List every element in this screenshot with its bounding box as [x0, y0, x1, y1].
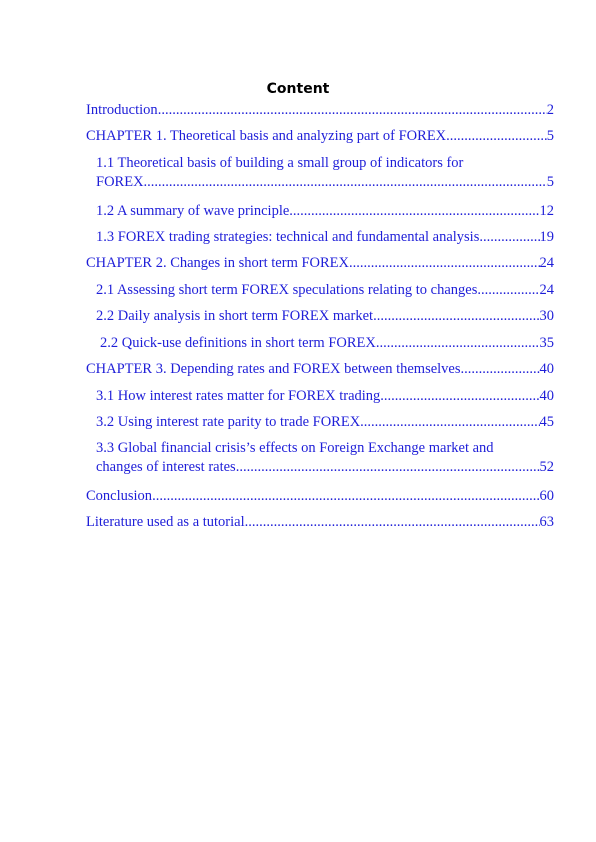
toc-page-number: 5 — [546, 128, 554, 144]
toc-page-number: 40 — [539, 388, 554, 404]
toc-page-number: 30 — [539, 308, 554, 324]
toc-leader-dots — [477, 281, 539, 300]
toc-leader-dots — [479, 228, 539, 247]
toc-entry-1-2[interactable] — [96, 202, 554, 221]
toc-leader-dots — [446, 127, 547, 146]
toc-title: Content — [266, 81, 330, 97]
toc-page-number: 60 — [539, 488, 554, 504]
toc-entry-text: 1.3 FOREX trading strategies: technical and fundamental analysis — [96, 229, 480, 245]
toc-page-number: 19 — [539, 229, 554, 245]
toc-page-number: 40 — [539, 361, 554, 377]
toc-leader-dots — [152, 487, 539, 506]
toc-entry-2-2[interactable] — [96, 307, 554, 326]
toc-entry-3-2[interactable] — [96, 413, 554, 432]
toc-entry-3-3[interactable] — [96, 439, 554, 477]
toc-leader-dots — [158, 101, 547, 120]
toc-leader-dots — [373, 307, 539, 326]
toc-leader-dots — [289, 202, 539, 221]
toc-entry-text: 1.2 A summary of wave principle — [96, 203, 290, 219]
toc-page-number: 63 — [539, 514, 554, 530]
toc-entry-text-line1: 1.1 Theoretical basis of building a small group of indicators for — [96, 155, 464, 171]
toc-entry-3-1[interactable] — [96, 387, 554, 406]
toc-entry-2-1[interactable] — [96, 281, 554, 300]
toc-entry-1-3[interactable] — [96, 228, 554, 247]
toc-entry-text: 3.1 How interest rates matter for FOREX trading — [96, 388, 381, 404]
toc-entry-text: Introduction — [86, 102, 158, 118]
toc-leader-dots — [245, 513, 540, 532]
toc-page-number: 45 — [539, 414, 554, 430]
toc-entry-2-2-quick-use[interactable] — [100, 334, 554, 353]
toc-page-number: 24 — [539, 282, 554, 298]
toc-leader-dots — [360, 413, 539, 432]
toc-entry-text: CHAPTER 1. Theoretical basis and analyzing part of FOREX — [86, 128, 447, 144]
toc-leader-dots — [461, 360, 540, 379]
toc-page-number: 52 — [539, 459, 554, 475]
toc-entry-text: changes of interest rates — [96, 459, 236, 475]
toc-entry-conclusion[interactable] — [86, 487, 554, 506]
toc-entry-1-1[interactable] — [96, 154, 554, 192]
toc-page-number: 24 — [539, 255, 554, 271]
toc-leader-dots — [349, 254, 539, 273]
toc-entry-text: 2.2 Quick-use definitions in short term FOREX — [100, 335, 376, 351]
toc-leader-dots — [144, 173, 547, 192]
toc-entry-text-line1: 3.3 Global financial crisis’s effects on Foreign Exchange market and — [96, 440, 494, 456]
toc-page-number: 35 — [539, 335, 554, 351]
toc-entry-text: 2.1 Assessing short term FOREX speculations relating to changes — [96, 282, 478, 298]
toc-entry-chapter-2[interactable] — [86, 254, 554, 273]
toc-entry-literature[interactable] — [86, 513, 554, 532]
toc-entry-introduction[interactable] — [86, 101, 554, 120]
toc-entry-text: CHAPTER 3. Depending rates and FOREX between themselves — [86, 361, 461, 377]
toc-entry-text: Literature used as a tutorial — [86, 514, 245, 530]
toc-entry-chapter-1[interactable] — [86, 127, 554, 146]
toc-entry-text: Conclusion — [86, 488, 153, 504]
toc-entry-text: 3.2 Using interest rate parity to trade FOREX — [96, 414, 361, 430]
toc-leader-dots — [380, 387, 539, 406]
toc-page-number: 5 — [546, 174, 554, 190]
toc-entry-chapter-3[interactable] — [86, 360, 554, 379]
toc-leader-dots — [376, 334, 540, 353]
toc-page-number: 2 — [546, 102, 554, 118]
toc-entry-text: FOREX — [96, 174, 144, 190]
toc-page-number: 12 — [539, 203, 554, 219]
toc-leader-dots — [236, 458, 540, 477]
toc-entry-text: CHAPTER 2. Changes in short term FOREX — [86, 255, 350, 271]
toc-entry-text: 2.2 Daily analysis in short term FOREX market — [96, 308, 374, 324]
